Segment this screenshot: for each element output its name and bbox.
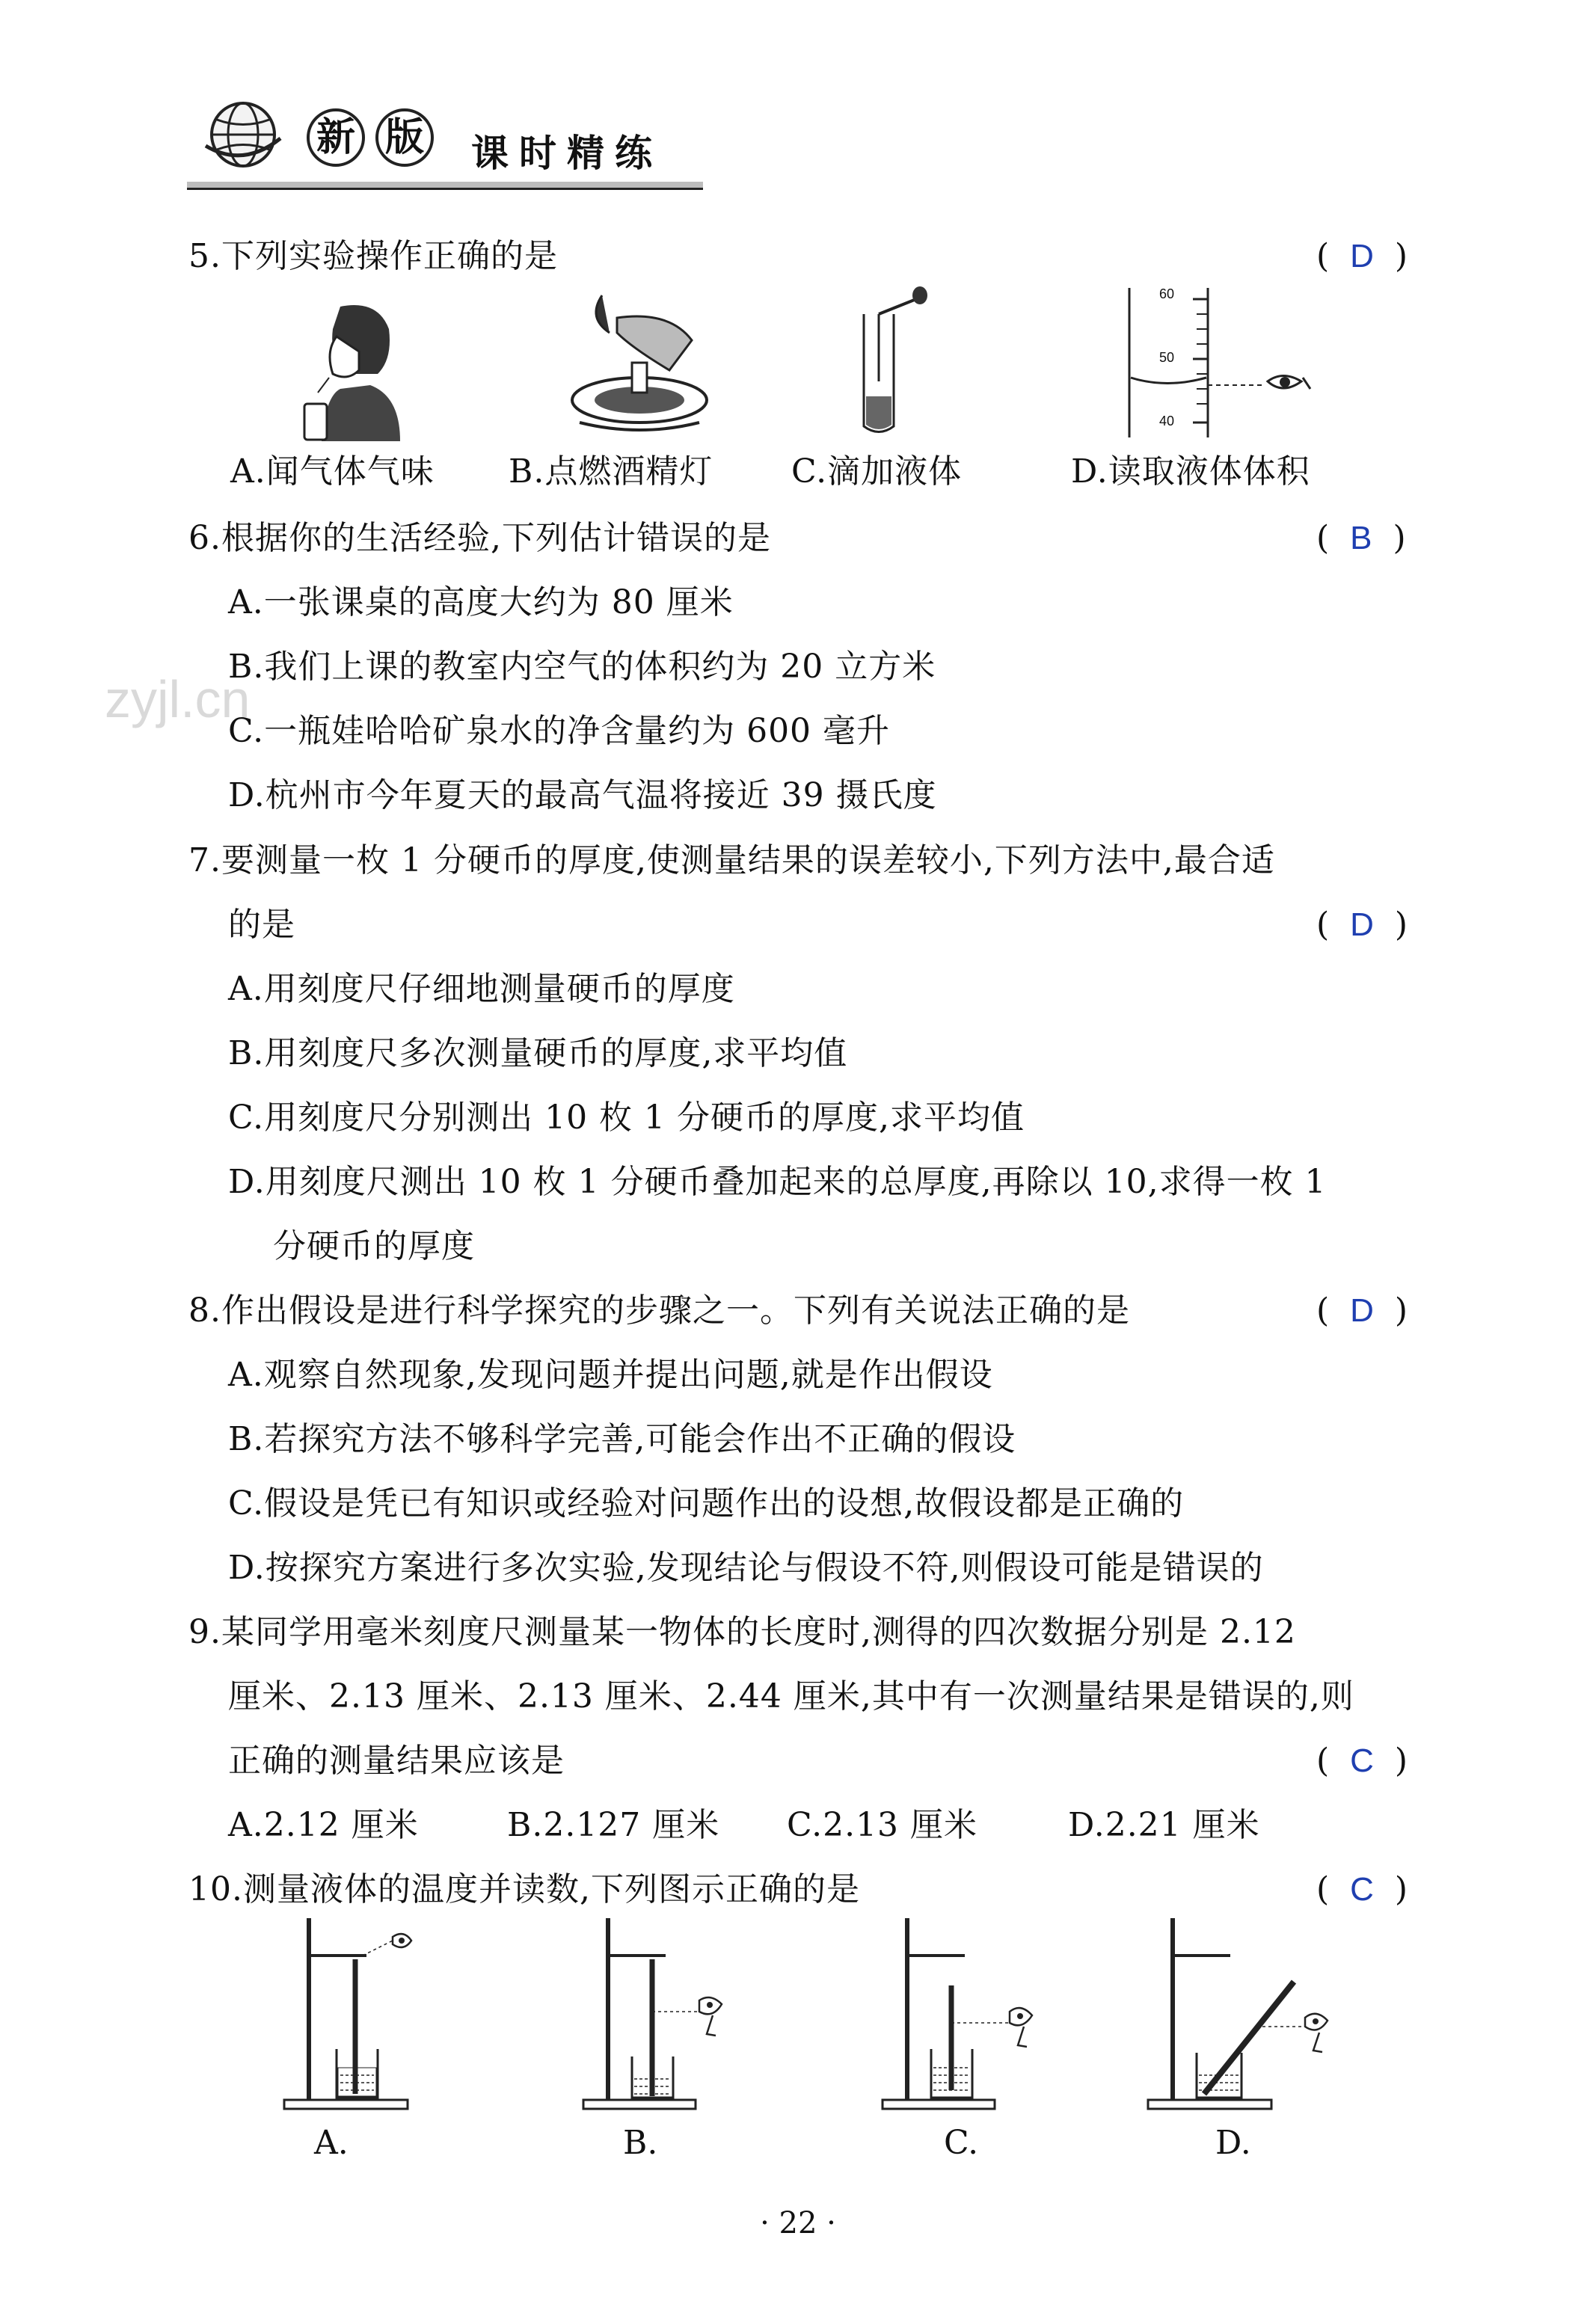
q6-stem: 6.根据你的生活经验,下列估计错误的是 [188,519,771,557]
watermark: zyjl.cn [105,670,251,728]
q6-option-d: D.杭州市今年夏天的最高气温将接近 39 摄氏度 [228,776,937,814]
q8-answer: D [1350,1292,1374,1329]
header [187,71,710,198]
header-badge-new: 新 [307,108,365,167]
globe-logo-icon [202,93,284,176]
cylinder-tick-40: 40 [1159,414,1175,428]
q9-option-c: C.2.13 厘米 [787,1806,978,1844]
cylinder-tick-50: 50 [1159,350,1175,365]
q8-option-c: C.假设是凭已有知识或经验对问题作出的设想,故假设都是正确的 [228,1484,1185,1523]
q9-answer: C [1350,1742,1374,1779]
q6-option-b: B.我们上课的教室内空气的体积约为 20 立方米 [228,648,936,686]
header-rule [187,182,703,190]
q10-answer: C [1350,1871,1374,1908]
figure-read-volume [1114,284,1316,441]
q9-option-d: D.2.21 厘米 [1068,1806,1260,1844]
q9-stem-line1: 9.某同学用毫米刻度尺测量某一物体的长度时,测得的四次数据分别是 2.12 [188,1613,1296,1651]
header-title: 课时精练 [471,131,663,175]
q10-label-d: D. [1215,2124,1251,2162]
figure-smell-gas [295,299,408,441]
q8-option-d: D.按探究方案进行多次实验,发现结论与假设不符,则假设可能是错误的 [228,1549,1264,1587]
q5-option-d: D.读取液体体积 [1071,452,1310,491]
figure-thermometer-b [580,1914,729,2116]
figure-thermometer-c [879,1914,1043,2116]
q9-stem-line2: 厘米、2.13 厘米、2.13 厘米、2.44 厘米,其中有一次测量结果是错误的,则 [228,1677,1354,1715]
q6-option-c: C.一瓶娃哈哈矿泉水的净含量约为 600 毫升 [228,712,891,750]
q9-option-a: A.2.12 厘米 [228,1806,419,1844]
figure-thermometer-a [280,1914,415,2116]
q10-label-a: A. [314,2124,349,2162]
figure-light-alcohol-lamp [557,288,722,437]
q6-answer-box: ( B ) [1316,519,1406,557]
q5-option-a: A.闻气体气味 [230,452,435,491]
q7-option-d-line2: 分硬币的厚度 [273,1227,475,1265]
q10-answer-box: ( C ) [1316,1870,1408,1908]
q6-option-a: A.一张课桌的高度大约为 80 厘米 [228,583,734,621]
figure-thermometer-d [1144,1914,1346,2116]
q10-stem: 10.测量液体的温度并读数,下列图示正确的是 [188,1870,860,1908]
q7-option-b: B.用刻度尺多次测量硬币的厚度,求平均值 [228,1034,848,1072]
q10-label-c: C. [944,2124,979,2162]
q7-stem-line1: 7.要测量一枚 1 分硬币的厚度,使测量结果的误差较小,下列方法中,最合适 [188,841,1275,879]
header-badge-edition: 版 [375,108,434,167]
q5-answer: D [1350,238,1374,274]
q8-option-a: A.观察自然现象,发现问题并提出问题,就是作出假设 [228,1356,993,1394]
q7-answer: D [1350,906,1374,943]
q8-option-b: B.若探究方法不够科学完善,可能会作出不正确的假设 [228,1420,1016,1458]
page-number: · 22 · [760,2206,836,2240]
q5-stem: 5.下列实验操作正确的是 [188,237,558,275]
q9-stem-line3: 正确的测量结果应该是 [228,1742,565,1780]
q7-option-c: C.用刻度尺分别测出 10 枚 1 分硬币的厚度,求平均值 [228,1099,1025,1137]
q10-label-b: B. [623,2124,658,2162]
q7-option-a: A.用刻度尺仔细地测量硬币的厚度 [228,970,735,1008]
q5-option-c: C.滴加液体 [791,452,963,491]
cylinder-tick-60: 60 [1159,286,1175,301]
q5-option-b: B.点燃酒精灯 [509,452,713,491]
q9-answer-box: ( C ) [1316,1742,1408,1780]
q9-option-b: B.2.127 厘米 [507,1806,720,1844]
figure-drop-liquid [845,284,935,441]
q7-option-d-line1: D.用刻度尺测出 10 枚 1 分硬币叠加起来的总厚度,再除以 10,求得一枚 1 [228,1163,1327,1201]
q7-answer-box: ( D ) [1316,906,1408,944]
q6-answer: B [1350,520,1372,556]
q8-answer-box: ( D ) [1316,1291,1408,1330]
q7-stem-line2: 的是 [228,906,295,944]
q8-stem: 8.作出假设是进行科学探究的步骤之一。下列有关说法正确的是 [188,1291,1130,1330]
q5-answer-box: ( D ) [1316,237,1408,275]
